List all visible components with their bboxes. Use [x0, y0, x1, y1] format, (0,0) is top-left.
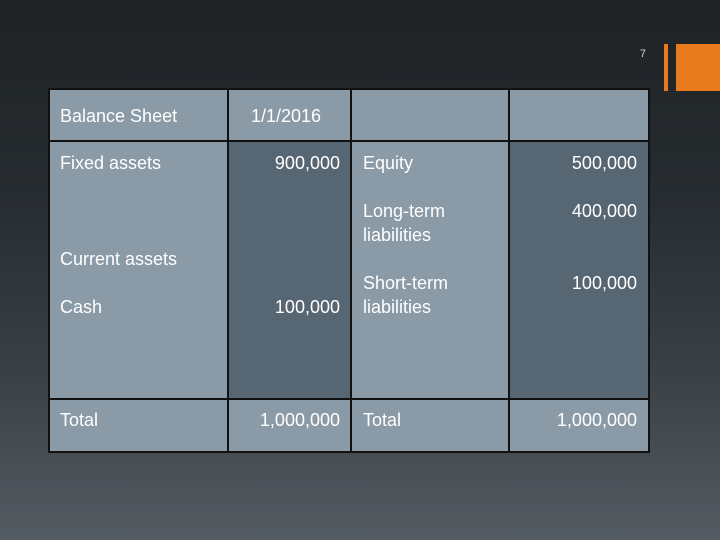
cash-label: Cash	[60, 297, 103, 317]
equity-value: 500,000	[571, 153, 637, 173]
accent-bar	[664, 44, 668, 91]
header-date: 1/1/2016	[251, 106, 322, 126]
slide-number: 7	[639, 48, 646, 60]
total-label-right: Total	[363, 410, 402, 430]
cash-value: 100,000	[274, 297, 340, 317]
assets-value-cell	[227, 140, 352, 400]
short-term-liabilities-value: 100,000	[571, 273, 637, 293]
equity-label: Equity	[363, 153, 414, 173]
long-term-liabilities-label: Long-term liabilities	[363, 201, 446, 245]
fixed-assets-label: Fixed assets	[60, 153, 162, 173]
short-term-liabilities-label: Short-term liabilities	[363, 273, 449, 317]
liabilities-value-cell	[508, 140, 650, 400]
long-term-liabilities-value: 400,000	[571, 201, 637, 221]
total-value-left: 1,000,000	[259, 410, 340, 430]
header-title: Balance Sheet	[60, 106, 178, 126]
total-label-left: Total	[60, 410, 99, 430]
current-assets-label: Current assets	[60, 249, 178, 269]
fixed-assets-value: 900,000	[274, 153, 340, 173]
accent-block	[676, 44, 720, 91]
total-value-right: 1,000,000	[556, 410, 637, 430]
header-col3-cell	[350, 88, 510, 142]
header-col4-cell	[508, 88, 650, 142]
liabilities-label-cell	[350, 140, 510, 400]
